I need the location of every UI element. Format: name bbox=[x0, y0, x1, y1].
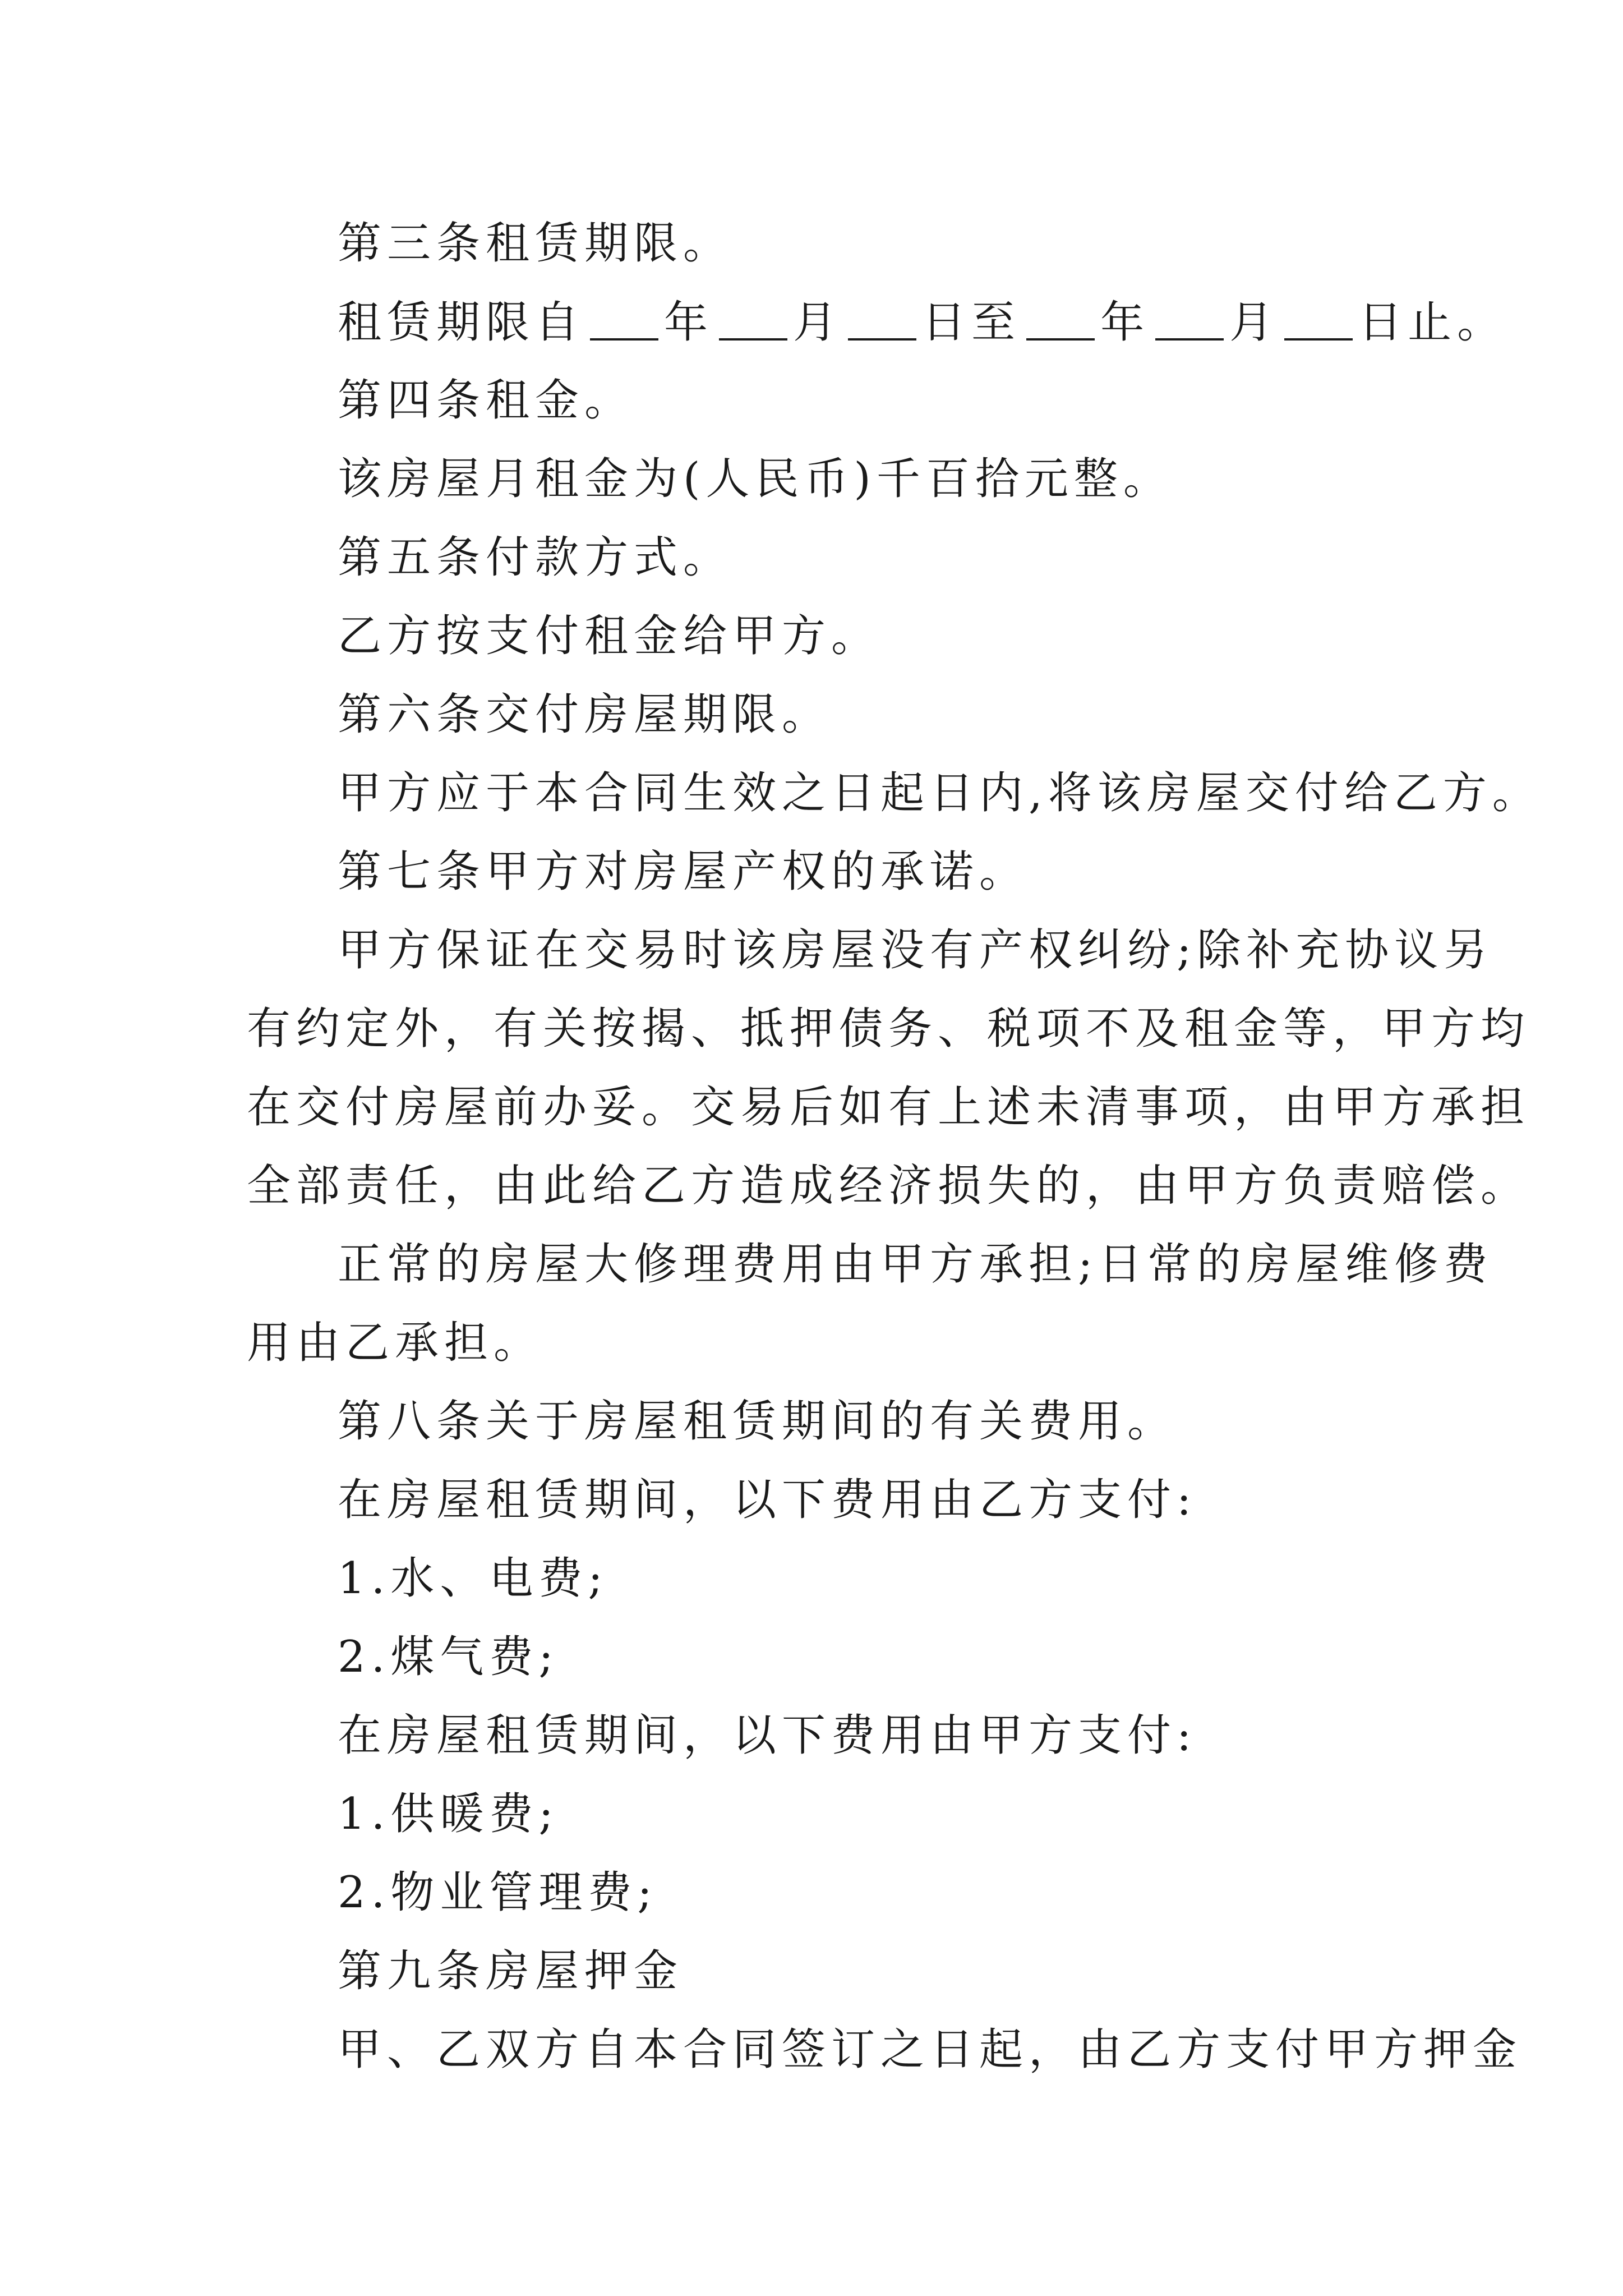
article-3-heading: 第三条租赁期限。 bbox=[338, 218, 733, 269]
tenant-fee-item-1: 1.水、电费; bbox=[338, 1553, 608, 1604]
day-label-2: 日止。 bbox=[1358, 297, 1507, 348]
warranty-para-line-4: 全部责任，由此给乙方造成经济损失的，由甲方负责赔偿。 bbox=[247, 1161, 1530, 1211]
article-9-heading: 第九条房屋押金 bbox=[338, 1946, 684, 1996]
lease-term-line bbox=[338, 297, 1507, 348]
warranty-para-line-2: 有约定外，有关按揭、抵押债务、税项不及租金等，甲方均 bbox=[247, 1004, 1530, 1054]
article-6-heading: 第六条交付房屋期限。 bbox=[338, 689, 832, 740]
landlord-fees-intro: 在房屋租赁期间，以下费用由甲方支付: bbox=[338, 1710, 1197, 1761]
landlord-fee-item-2: 2.物业管理费; bbox=[338, 1867, 658, 1918]
repair-para-line-1: 正常的房屋大修理费用由甲方承担;日常的房屋维修费 bbox=[338, 1239, 1493, 1290]
tenant-fee-item-2: 2.煤气费; bbox=[338, 1632, 559, 1682]
tenant-fees-intro: 在房屋租赁期间，以下费用由乙方支付: bbox=[338, 1475, 1197, 1525]
warranty-para-line-3: 在交付房屋前办妥。交易后如有上述未清事项，由甲方承担 bbox=[247, 1082, 1530, 1133]
article-8-heading: 第八条关于房屋租赁期间的有关费用。 bbox=[338, 1396, 1177, 1447]
end-month-blank bbox=[1155, 300, 1224, 341]
day-label-1: 日至 bbox=[922, 297, 1021, 348]
start-day-blank bbox=[848, 300, 916, 341]
article-7-heading: 第七条甲方对房屋产权的承诺。 bbox=[338, 846, 1029, 897]
article-4-heading: 第四条租金。 bbox=[338, 375, 634, 426]
delivery-line: 甲方应于本合同生效之日起日内,将该房屋交付给乙方。 bbox=[338, 768, 1542, 818]
start-year-blank bbox=[590, 300, 658, 341]
month-label-1: 月 bbox=[793, 297, 843, 348]
repair-para-line-2: 用由乙承担。 bbox=[247, 1318, 543, 1368]
warranty-para-line-1: 甲方保证在交易时该房屋没有产权纠纷;除补充协议另 bbox=[338, 925, 1493, 976]
start-month-blank bbox=[719, 300, 787, 341]
end-day-blank bbox=[1284, 300, 1353, 341]
month-label-2: 月 bbox=[1229, 297, 1279, 348]
end-year-blank bbox=[1026, 300, 1095, 341]
article-5-heading: 第五条付款方式。 bbox=[338, 532, 733, 583]
payment-line: 乙方按支付租金给甲方。 bbox=[338, 611, 881, 661]
lease-term-prefix: 租赁期限自 bbox=[338, 297, 585, 348]
year-label-2: 年 bbox=[1100, 297, 1150, 348]
year-label-1: 年 bbox=[664, 297, 714, 348]
deposit-line: 甲、乙双方自本合同签订之日起，由乙方支付甲方押金 bbox=[338, 2024, 1523, 2075]
monthly-rent-line: 该房屋月租金为(人民币)千百拾元整。 bbox=[338, 454, 1173, 504]
landlord-fee-item-1: 1.供暖费; bbox=[338, 1789, 559, 1839]
